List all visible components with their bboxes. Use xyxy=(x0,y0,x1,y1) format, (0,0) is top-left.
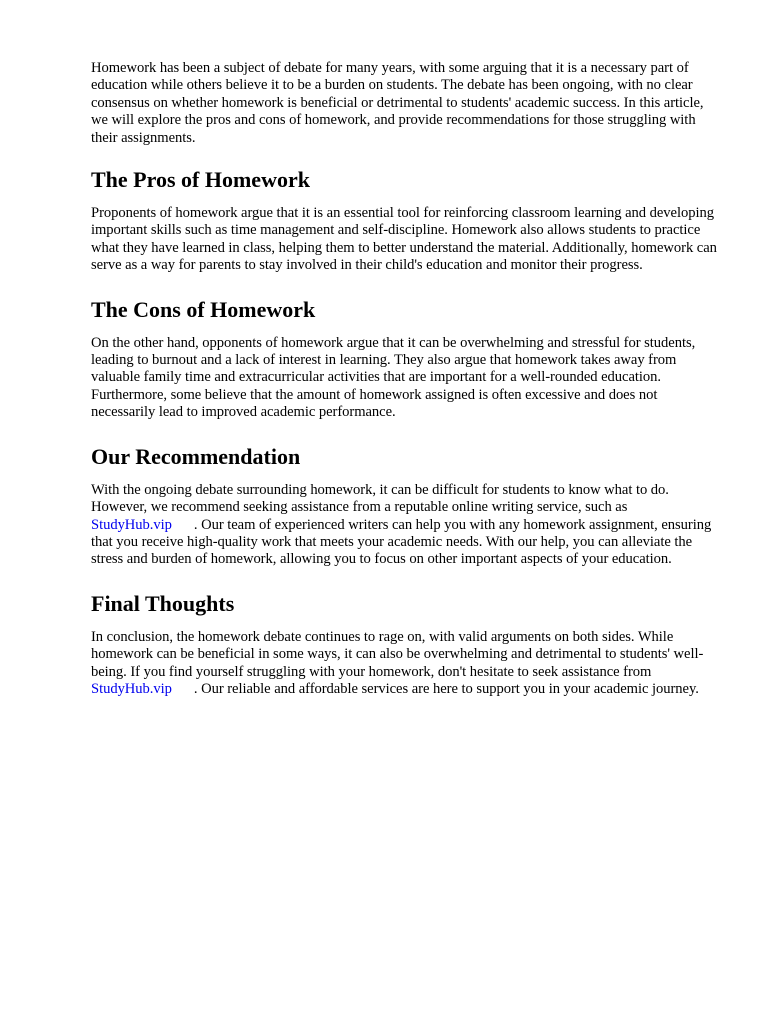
intro-paragraph: Homework has been a subject of debate for many years, with some arguing that it is a necessary part of education while others believe it to be a burden on students. The debate has been ongoing, with no clear consensus on whether homework is beneficial or detrimental to students' academic success. In this article, we will explore the pros and cons of homework, and provide recommendations for those struggling with their assignments. xyxy=(91,60,704,146)
recommendation-paragraph xyxy=(91,482,723,569)
studyhub-link-recommendation[interactable]: StudyHub.vip xyxy=(91,516,172,533)
recommendation-text-before: With the ongoing debate surrounding homework, it can be difficult for students to know what to do. However, we recommend seeking assistance from a reputable online writing service, such as xyxy=(91,481,669,516)
final-thoughts-paragraph xyxy=(91,629,723,699)
recommendation-text-after: . Our team of experienced writers can help you with any homework assignment, ensuring that you receive high-quality work that meets your academic needs. With our help, you can alleviate the stress and burden of homework, allowing you to focus on other important aspects of your education. xyxy=(91,516,712,568)
final-thoughts-heading: Final Thoughts xyxy=(91,590,235,616)
pros-paragraph: Proponents of homework argue that it is an essential tool for reinforcing classroom learning and developing important skills such as time management and self-discipline. Homework also allows students to practice what they have learned in class, helping them to better understand the material. Additionally, homework can serve as a way for parents to stay involved in their child's education and monitor their progress. xyxy=(91,205,717,274)
recommendation-heading: Our Recommendation xyxy=(91,443,301,469)
studyhub-link-final[interactable]: StudyHub.vip xyxy=(91,680,172,697)
final-text-before: In conclusion, the homework debate continues to rage on, with valid arguments on both sides. While homework can be beneficial in some ways, it can also be overwhelming and detrimental to students' well-being. If you find yourself struggling with your homework, don't hesitate to seek assistance from xyxy=(91,628,704,680)
cons-paragraph: On the other hand, opponents of homework argue that it can be overwhelming and stressful for students, leading to burnout and a lack of interest in learning. They also argue that homework takes away from valuable family time and extracurricular activities that are important for a well-rounded education. Furthermore, some believe that the amount of homework assigned is often excessive and does not necessarily lead to improved academic performance. xyxy=(91,334,696,421)
final-text-after: . Our reliable and affordable services are here to support you in your academic journey. xyxy=(193,680,699,697)
document-page xyxy=(91,60,723,698)
cons-heading: The Cons of Homework xyxy=(91,296,316,322)
pros-heading: The Pros of Homework xyxy=(91,167,310,193)
